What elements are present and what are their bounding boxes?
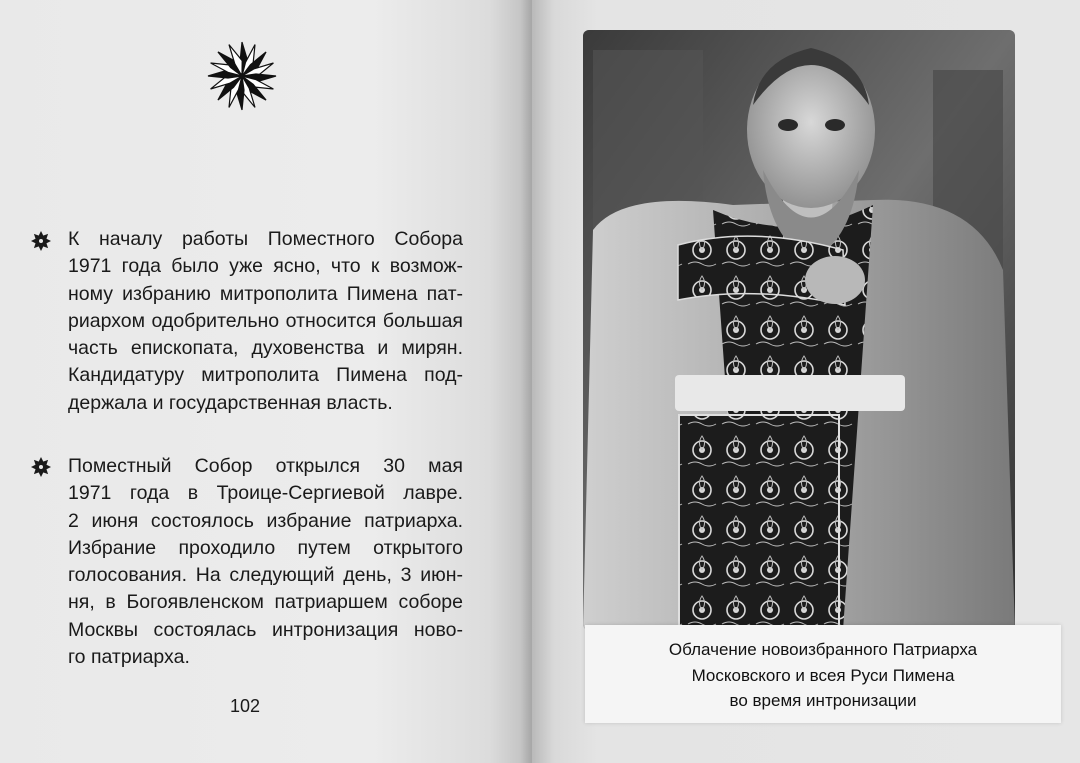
paragraph-line: 1971 года было уже ясно, что к возмож-: [68, 255, 463, 278]
bullet-center: [39, 239, 43, 243]
paragraph-line: часть епископата, духовенства и мирян.: [68, 337, 463, 360]
paragraph-line: Поместный Собор открылся 30 мая: [68, 455, 463, 477]
paragraph-line: риархом одобрительно относится большая: [68, 309, 463, 332]
caption-line: Московского и всея Руси Пимена: [691, 665, 955, 685]
page-number: 102: [229, 696, 261, 716]
embroidered-panel: [679, 415, 839, 630]
caption-line: Облачение новоизбранного Патриарха: [668, 640, 978, 659]
asterisk-flower-bullet-icon: [30, 230, 52, 252]
paragraph-line: Москвы состоялась интронизация ново-: [68, 618, 463, 641]
paragraph-line: К началу работы Поместного Собора: [68, 228, 463, 250]
paragraph-line: ня, в Богоявленском патриаршем соборе: [68, 591, 463, 614]
left-page: [0, 0, 532, 763]
bullet-petals: [31, 457, 51, 477]
asterisk-flower-bullet-icon: [30, 456, 52, 478]
paragraph-line: Избрание проходило путем открытого: [68, 536, 463, 559]
paragraph-line: го патриарха.: [68, 646, 190, 669]
photo-caption-box: [585, 625, 1061, 723]
belt-band: [675, 375, 905, 411]
bullet-petals: [31, 231, 51, 251]
paragraph-line: голосования. На следующий день, 3 июн-: [68, 564, 463, 587]
photo-caption: [585, 637, 1061, 714]
portrait-photo: [583, 30, 1015, 630]
paragraph-line: 1971 года в Троице-Сергиевой лавре.: [68, 482, 463, 505]
hand-shape: [805, 256, 865, 304]
ornament-petals: [208, 42, 276, 110]
paragraph-line: Кандидатуру митрополита Пимена под-: [68, 364, 463, 387]
bullet-center: [39, 465, 43, 469]
right-eye: [825, 119, 845, 131]
paragraph-line: держала и государственная власть.: [68, 391, 393, 414]
ornament-center: [239, 73, 245, 79]
paragraph-1: [68, 226, 463, 417]
eight-point-star-ornament-icon: [206, 40, 278, 112]
paragraph-line: ному избранию митрополита Пимена пат-: [68, 282, 463, 305]
caption-line: во время интронизации: [729, 691, 917, 710]
paragraph-line: 2 июня состоялось избрание патриарха.: [68, 509, 463, 532]
paragraph-2: [68, 453, 463, 671]
left-eye: [778, 119, 798, 131]
portrait-photo-icon: [583, 30, 1015, 630]
